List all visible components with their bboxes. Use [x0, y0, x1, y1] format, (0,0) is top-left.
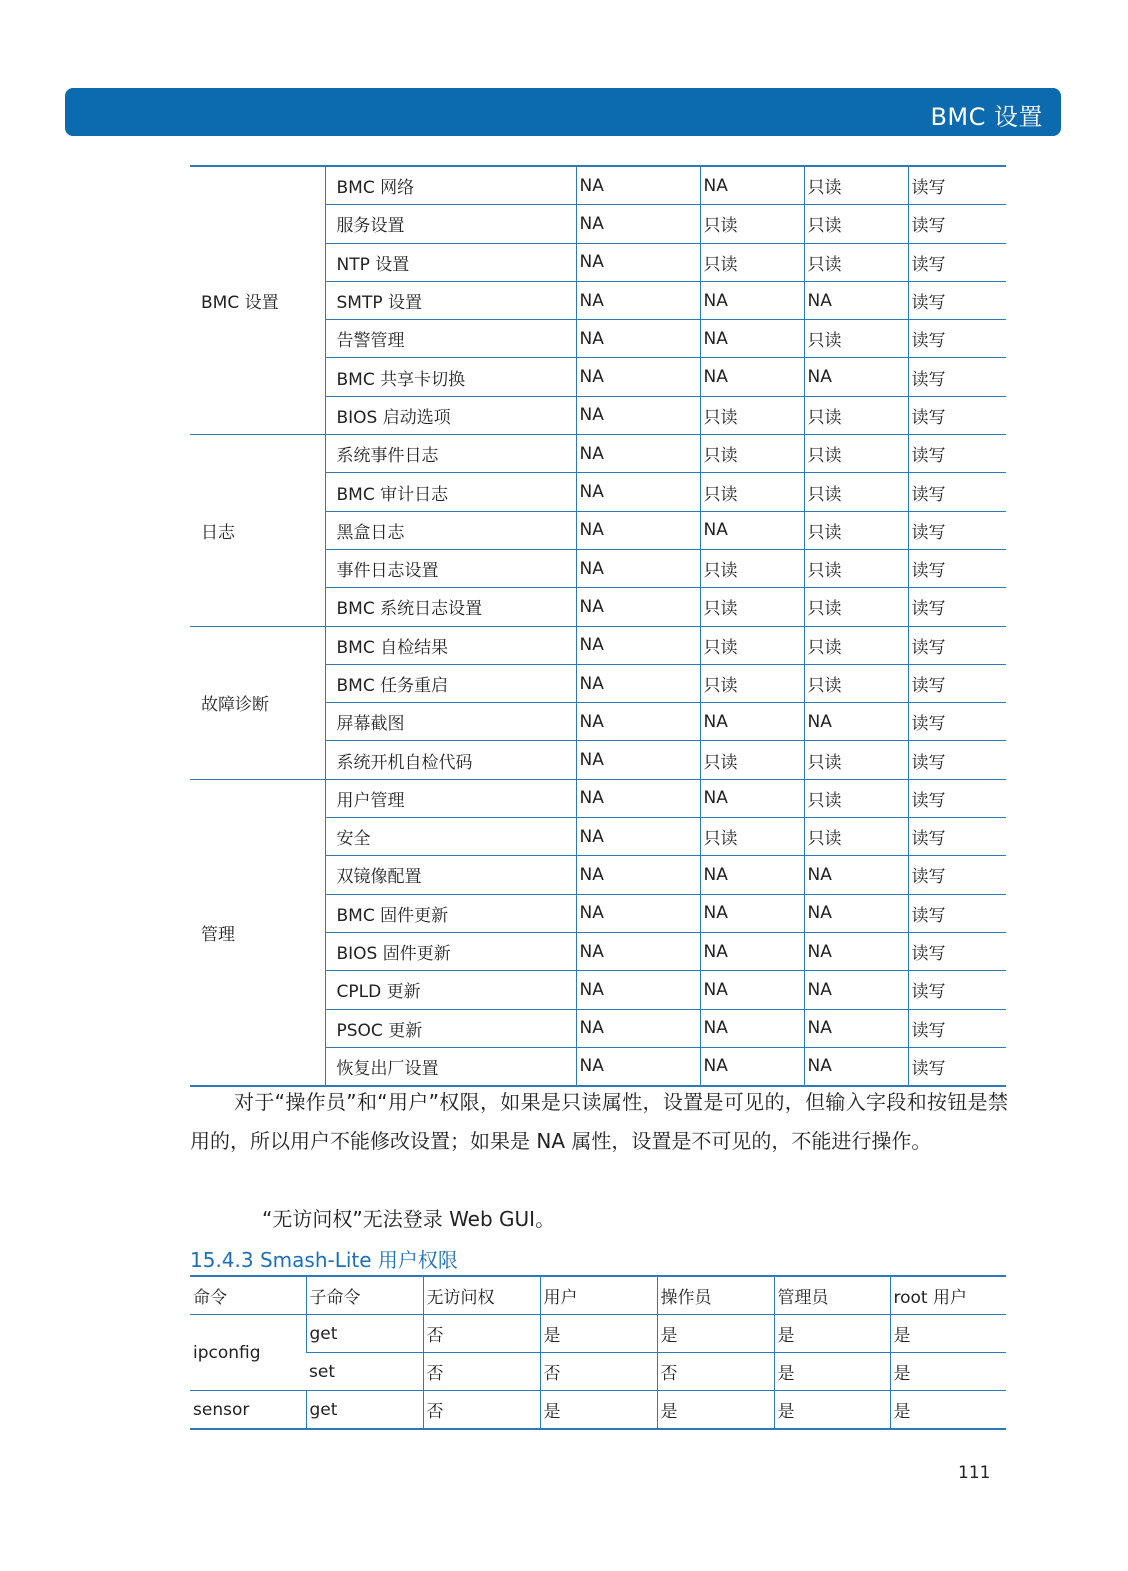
feature-cell: BMC 系统日志设置 — [325, 588, 576, 626]
permission-cell: 读写 — [908, 205, 1006, 243]
permission-cell: 读写 — [908, 243, 1006, 281]
feature-cell: 用户管理 — [325, 779, 576, 817]
permission-cell: 是 — [657, 1315, 774, 1353]
feature-cell: 安全 — [325, 818, 576, 856]
permission-cell: 只读 — [804, 435, 908, 473]
permission-cell: 只读 — [700, 626, 804, 664]
permission-cell: 读写 — [908, 818, 1006, 856]
permission-cell: 否 — [540, 1353, 657, 1391]
permission-cell: NA — [576, 396, 700, 434]
feature-cell: 系统事件日志 — [325, 435, 576, 473]
group-label: BMC 设置 — [190, 166, 325, 435]
column-header: 无访问权 — [423, 1276, 540, 1315]
permission-cell: 只读 — [804, 205, 908, 243]
permission-cell: 只读 — [804, 166, 908, 205]
permission-cell: 读写 — [908, 741, 1006, 779]
feature-cell: SMTP 设置 — [325, 281, 576, 319]
permission-cell: NA — [576, 1009, 700, 1047]
permission-cell: 读写 — [908, 1047, 1006, 1086]
header-bar — [65, 88, 1061, 136]
permission-cell: NA — [804, 894, 908, 932]
permission-cell: NA — [804, 856, 908, 894]
permission-cell: NA — [576, 703, 700, 741]
feature-cell: BMC 共享卡切换 — [325, 358, 576, 396]
feature-cell: 告警管理 — [325, 320, 576, 358]
permission-cell: 只读 — [804, 741, 908, 779]
permission-cell: 读写 — [908, 779, 1006, 817]
permission-cell: 读写 — [908, 626, 1006, 664]
permission-cell: NA — [576, 856, 700, 894]
permission-cell: 是 — [890, 1391, 1006, 1430]
permission-cell: NA — [576, 741, 700, 779]
column-header: 子命令 — [306, 1276, 423, 1315]
section-heading: 15.4.3 Smash-Lite 用户权限 — [190, 1248, 458, 1272]
permission-cell: 读写 — [908, 894, 1006, 932]
feature-cell: BIOS 启动选项 — [325, 396, 576, 434]
permission-cell: 读写 — [908, 549, 1006, 587]
permission-cell: 读写 — [908, 358, 1006, 396]
permission-cell: NA — [576, 511, 700, 549]
permission-cell: NA — [700, 320, 804, 358]
permission-cell: NA — [576, 166, 700, 205]
permission-cell: 只读 — [804, 664, 908, 702]
feature-cell: CPLD 更新 — [325, 971, 576, 1009]
column-header: 管理员 — [774, 1276, 890, 1315]
feature-cell: BMC 网络 — [325, 166, 576, 205]
permission-cell: 读写 — [908, 320, 1006, 358]
table-row — [190, 626, 1006, 664]
permission-cell: NA — [700, 856, 804, 894]
table-row — [190, 1315, 1006, 1353]
permission-cell: NA — [576, 818, 700, 856]
permission-cell: NA — [576, 281, 700, 319]
permission-cell: NA — [804, 1047, 908, 1086]
permission-cell: NA — [576, 626, 700, 664]
permission-cell: 是 — [657, 1391, 774, 1430]
permission-cell: NA — [576, 549, 700, 587]
permission-cell: NA — [576, 1047, 700, 1086]
permission-table — [190, 165, 1006, 1087]
paragraph-no-access: “无访问权”无法登录 Web GUI。 — [262, 1207, 556, 1231]
permission-cell: 只读 — [804, 320, 908, 358]
permission-cell: 只读 — [700, 818, 804, 856]
permission-cell: 否 — [657, 1353, 774, 1391]
permission-cell: 只读 — [700, 588, 804, 626]
permission-cell: 读写 — [908, 1009, 1006, 1047]
permission-cell: 是 — [774, 1315, 890, 1353]
table-row — [190, 166, 1006, 205]
command-cell: ipconfig — [190, 1315, 306, 1391]
permission-cell: NA — [700, 1047, 804, 1086]
permission-cell: 读写 — [908, 435, 1006, 473]
feature-cell: PSOC 更新 — [325, 1009, 576, 1047]
group-label: 故障诊断 — [190, 626, 325, 779]
permission-cell: 读写 — [908, 703, 1006, 741]
column-header: 命令 — [190, 1276, 306, 1315]
subcommand-cell: set — [306, 1353, 423, 1391]
column-header: 操作员 — [657, 1276, 774, 1315]
permission-cell: NA — [576, 243, 700, 281]
column-header: 用户 — [540, 1276, 657, 1315]
permission-cell: 只读 — [700, 435, 804, 473]
permission-cell: 只读 — [700, 473, 804, 511]
permission-cell: 只读 — [700, 396, 804, 434]
permission-cell: NA — [700, 932, 804, 970]
permission-cell: 只读 — [804, 396, 908, 434]
feature-cell: BIOS 固件更新 — [325, 932, 576, 970]
feature-cell: BMC 固件更新 — [325, 894, 576, 932]
permission-cell: 读写 — [908, 932, 1006, 970]
permission-cell: 读写 — [908, 971, 1006, 1009]
permission-cell: NA — [576, 435, 700, 473]
permission-cell: NA — [700, 703, 804, 741]
group-label: 日志 — [190, 435, 325, 626]
permission-cell: 是 — [774, 1353, 890, 1391]
feature-cell: 屏幕截图 — [325, 703, 576, 741]
permission-cell: 读写 — [908, 166, 1006, 205]
permission-cell: NA — [700, 971, 804, 1009]
permission-cell: 是 — [774, 1391, 890, 1430]
permission-cell: 读写 — [908, 588, 1006, 626]
table-row — [190, 1391, 1006, 1430]
feature-cell: 事件日志设置 — [325, 549, 576, 587]
permission-cell: NA — [700, 779, 804, 817]
permission-cell: NA — [700, 511, 804, 549]
permission-cell: NA — [576, 358, 700, 396]
column-header: root 用户 — [890, 1276, 1006, 1315]
permission-cell: 读写 — [908, 473, 1006, 511]
permission-cell: 否 — [423, 1315, 540, 1353]
permission-cell: NA — [700, 166, 804, 205]
permission-cell: NA — [576, 588, 700, 626]
permission-cell: 只读 — [700, 549, 804, 587]
permission-cell: NA — [700, 358, 804, 396]
permission-cell: 是 — [540, 1315, 657, 1353]
permission-cell: 只读 — [804, 549, 908, 587]
permission-cell: NA — [700, 281, 804, 319]
feature-cell: BMC 任务重启 — [325, 664, 576, 702]
permission-cell: NA — [576, 932, 700, 970]
permission-cell: 是 — [890, 1353, 1006, 1391]
permission-cell: 只读 — [700, 741, 804, 779]
group-label: 管理 — [190, 779, 325, 1086]
permission-cell: NA — [700, 894, 804, 932]
page-number: 111 — [958, 1463, 991, 1483]
permission-cell: NA — [576, 894, 700, 932]
permission-cell: NA — [804, 358, 908, 396]
permission-cell: 只读 — [700, 243, 804, 281]
permission-cell: 只读 — [804, 626, 908, 664]
permission-cell: 读写 — [908, 396, 1006, 434]
feature-cell: 系统开机自检代码 — [325, 741, 576, 779]
paragraph-operator-user: 对于“操作员”和“用户”权限，如果是只读属性，设置是可见的，但输入字段和按钮是禁用的，所以用户不能修改设置；如果是 NA 属性，设置是不可见的，不能进行操作。 — [190, 1090, 1008, 1153]
feature-cell: BMC 自检结果 — [325, 626, 576, 664]
feature-cell: NTP 设置 — [325, 243, 576, 281]
permission-cell: 只读 — [804, 818, 908, 856]
table-row — [190, 435, 1006, 473]
header-title: BMC 设置 — [930, 103, 1043, 131]
permission-cell: NA — [576, 320, 700, 358]
table-header-row — [190, 1276, 1006, 1315]
permission-cell: 只读 — [804, 588, 908, 626]
subcommand-cell: get — [306, 1315, 423, 1353]
permission-cell: 读写 — [908, 281, 1006, 319]
permission-cell: 读写 — [908, 664, 1006, 702]
feature-cell: 黑盒日志 — [325, 511, 576, 549]
permission-cell: NA — [576, 205, 700, 243]
feature-cell: 服务设置 — [325, 205, 576, 243]
permission-cell: 否 — [423, 1391, 540, 1430]
permission-cell: NA — [804, 281, 908, 319]
permission-cell: NA — [700, 1009, 804, 1047]
permission-cell: 读写 — [908, 856, 1006, 894]
permission-cell: 是 — [890, 1315, 1006, 1353]
permission-cell: NA — [804, 703, 908, 741]
permission-cell: NA — [576, 779, 700, 817]
permission-cell: 读写 — [908, 511, 1006, 549]
subcommand-cell: get — [306, 1391, 423, 1430]
feature-cell: BMC 审计日志 — [325, 473, 576, 511]
permission-cell: 是 — [540, 1391, 657, 1430]
permission-cell: 只读 — [700, 205, 804, 243]
permission-cell: NA — [804, 932, 908, 970]
feature-cell: 恢复出厂设置 — [325, 1047, 576, 1086]
permission-cell: NA — [576, 664, 700, 702]
permission-cell: 只读 — [804, 779, 908, 817]
permission-cell: 只读 — [804, 511, 908, 549]
table-row — [190, 1353, 1006, 1391]
feature-cell: 双镜像配置 — [325, 856, 576, 894]
permission-cell: 只读 — [700, 664, 804, 702]
permission-cell: 否 — [423, 1353, 540, 1391]
command-cell: sensor — [193, 1399, 250, 1420]
permission-cell: NA — [804, 971, 908, 1009]
smash-lite-table — [190, 1275, 1006, 1430]
table-row — [190, 779, 1006, 817]
permission-cell: 只读 — [804, 473, 908, 511]
permission-cell: NA — [576, 971, 700, 1009]
permission-cell: 只读 — [804, 243, 908, 281]
permission-cell: NA — [804, 1009, 908, 1047]
permission-cell: NA — [576, 473, 700, 511]
